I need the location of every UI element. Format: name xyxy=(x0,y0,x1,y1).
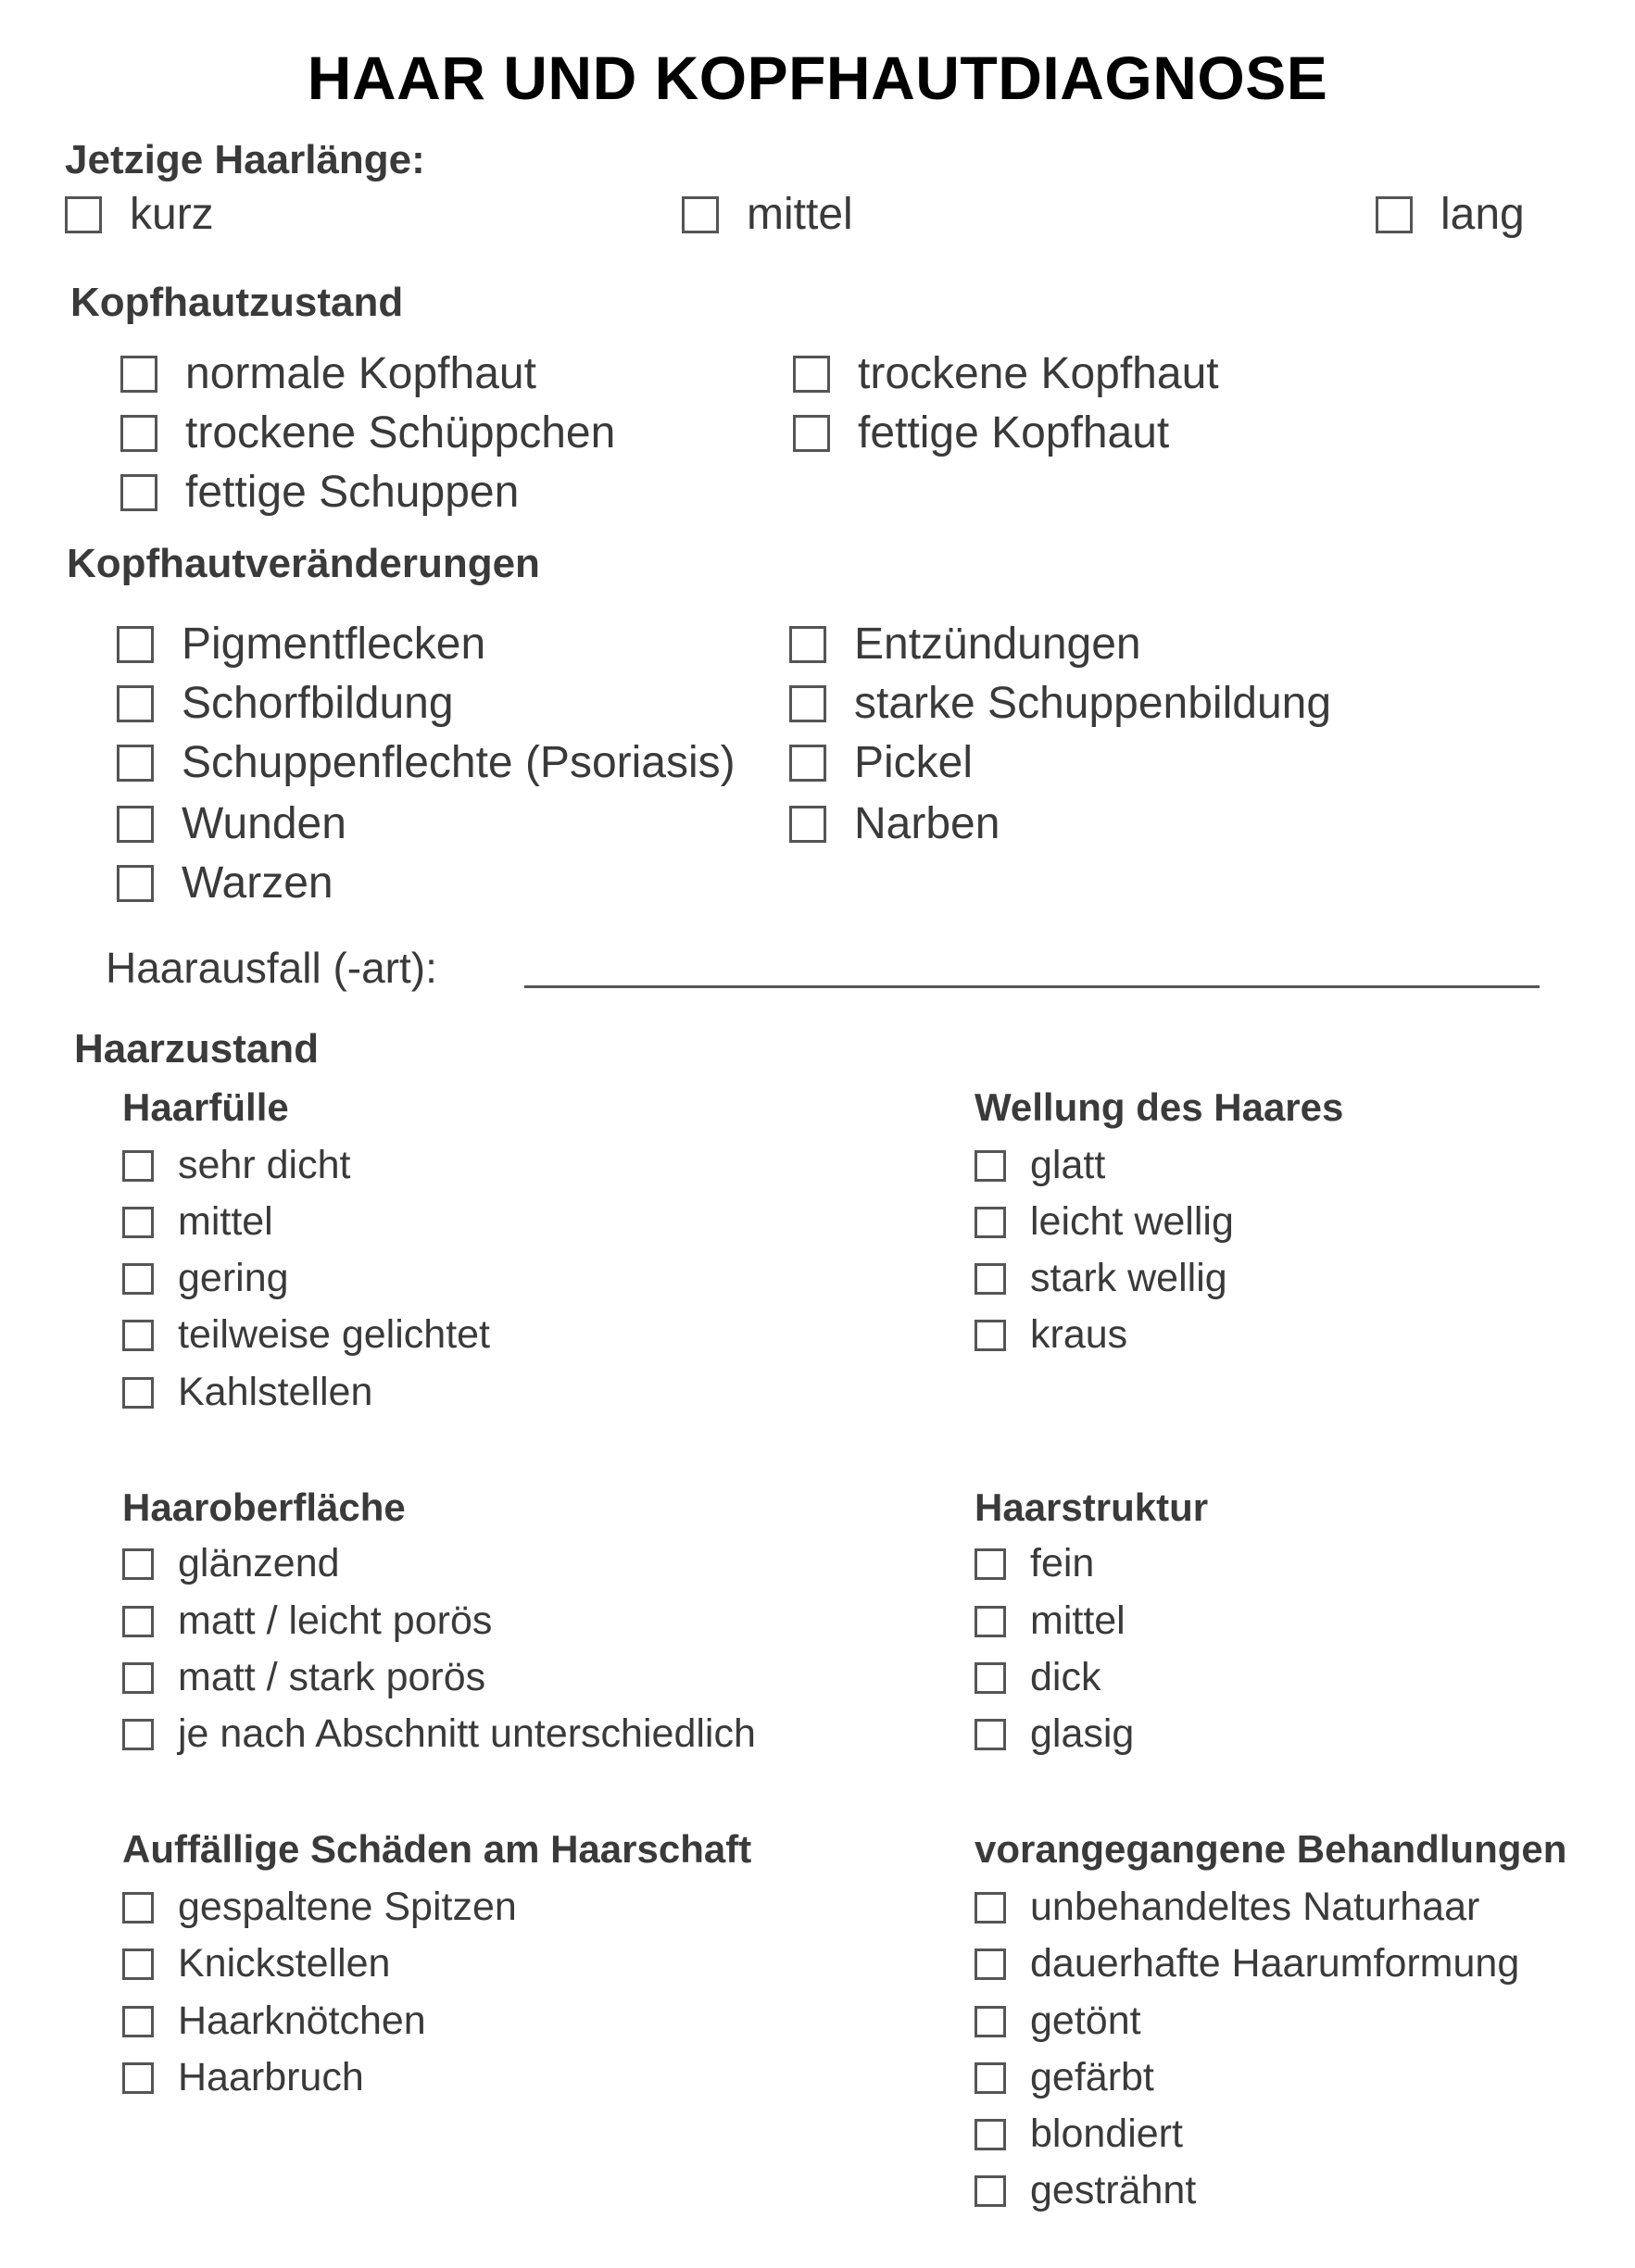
checkbox[interactable] xyxy=(789,745,826,782)
option-starke-schuppenbildung[interactable] xyxy=(789,678,1331,729)
option-label: Warzen xyxy=(182,858,333,908)
checkbox[interactable] xyxy=(122,1606,154,1637)
option-label: sehr dicht xyxy=(178,1143,351,1187)
option-label: Kahlstellen xyxy=(178,1370,373,1414)
checkbox[interactable] xyxy=(122,1150,154,1182)
checkbox[interactable] xyxy=(122,1719,154,1750)
option-label: fein xyxy=(1030,1541,1095,1585)
option-normale-kopfhaut[interactable] xyxy=(120,348,536,399)
option-je-nach-abschnitt[interactable] xyxy=(122,1711,756,1757)
checkbox[interactable] xyxy=(122,1662,154,1694)
option-unbehandeltes-naturhaar[interactable] xyxy=(975,1885,1479,1930)
option-label: Schorfbildung xyxy=(182,679,454,728)
option-label: kurz xyxy=(130,190,214,239)
checkbox[interactable] xyxy=(682,196,719,233)
option-label: stark wellig xyxy=(1030,1256,1227,1300)
sub-label-schaeden: Auffällige Schäden am Haarschaft xyxy=(122,1827,752,1871)
option-label: matt / leicht porös xyxy=(178,1598,493,1643)
option-label: normale Kopfhaut xyxy=(185,349,536,398)
option-label: gefärbt xyxy=(1030,2055,1154,2099)
option-gestraehnt[interactable] xyxy=(975,2168,1196,2213)
option-label: Wunden xyxy=(182,799,346,848)
checkbox[interactable] xyxy=(975,1320,1006,1351)
option-matt-leicht-poroes[interactable] xyxy=(122,1598,492,1644)
option-getoent[interactable] xyxy=(975,1999,1141,2044)
option-sehr-dicht[interactable] xyxy=(122,1143,350,1188)
option-label: leicht wellig xyxy=(1030,1199,1234,1244)
checkbox[interactable] xyxy=(117,865,154,902)
haarausfall-input-line[interactable] xyxy=(524,985,1540,988)
option-trockene-schueppchen[interactable] xyxy=(120,407,615,458)
checkbox[interactable] xyxy=(65,196,102,233)
checkbox[interactable] xyxy=(975,1263,1006,1295)
checkbox[interactable] xyxy=(793,356,830,393)
sub-label-haarfuelle: Haarfülle xyxy=(122,1085,289,1129)
option-haarknoetchen[interactable] xyxy=(122,1999,426,2044)
option-label: mittel xyxy=(747,190,853,239)
checkbox[interactable] xyxy=(117,745,154,782)
option-gefaerbt[interactable] xyxy=(975,2055,1154,2100)
checkbox[interactable] xyxy=(975,1150,1006,1182)
option-teilweise-gelichtet[interactable] xyxy=(122,1312,490,1358)
option-label: lang xyxy=(1440,190,1525,239)
option-label: Knickstellen xyxy=(178,1941,391,1986)
option-label: unbehandeltes Naturhaar xyxy=(1030,1885,1480,1929)
option-gespaltene-spitzen[interactable] xyxy=(122,1885,517,1930)
option-label: glatt xyxy=(1030,1143,1106,1187)
option-label: gering xyxy=(178,1256,289,1300)
option-haarlaenge-kurz[interactable] xyxy=(65,189,214,240)
option-label: trockene Kopfhaut xyxy=(858,349,1219,398)
option-gering[interactable] xyxy=(122,1256,289,1301)
section-label-kopfhautzustand: Kopfhautzustand xyxy=(70,280,404,325)
option-struktur-mittel[interactable] xyxy=(975,1598,1126,1644)
option-fettige-kopfhaut[interactable] xyxy=(793,407,1169,458)
checkbox[interactable] xyxy=(117,626,154,663)
checkbox[interactable] xyxy=(975,2062,1006,2094)
checkbox[interactable] xyxy=(122,1207,154,1238)
checkbox[interactable] xyxy=(122,1320,154,1351)
option-label: starke Schuppenbildung xyxy=(854,679,1332,728)
checkbox[interactable] xyxy=(120,356,157,393)
option-narben[interactable] xyxy=(789,798,1000,849)
section-label-kopfhautveraenderungen: Kopfhautveränderungen xyxy=(67,541,540,586)
option-label: mittel xyxy=(178,1199,273,1244)
checkbox[interactable] xyxy=(122,1377,154,1409)
checkbox[interactable] xyxy=(975,2006,1006,2037)
option-label: Entzündungen xyxy=(854,620,1141,669)
option-blondiert[interactable] xyxy=(975,2111,1183,2157)
option-label: trockene Schüppchen xyxy=(185,408,616,457)
checkbox[interactable] xyxy=(975,1606,1006,1637)
checkbox[interactable] xyxy=(122,1892,154,1923)
option-leicht-wellig[interactable] xyxy=(975,1199,1234,1245)
option-haarbruch[interactable] xyxy=(122,2055,364,2100)
option-label: kraus xyxy=(1030,1312,1128,1357)
option-label: glasig xyxy=(1030,1711,1135,1756)
option-fein[interactable] xyxy=(975,1541,1094,1586)
checkbox[interactable] xyxy=(975,1948,1006,1980)
checkbox[interactable] xyxy=(789,626,826,663)
option-label: gesträhnt xyxy=(1030,2168,1197,2212)
sub-label-haaroberflaeche: Haaroberfläche xyxy=(122,1485,406,1529)
checkbox[interactable] xyxy=(975,1207,1006,1238)
option-fettige-schuppen[interactable] xyxy=(120,467,519,518)
option-label: gespaltene Spitzen xyxy=(178,1885,517,1929)
option-label: glänzend xyxy=(178,1541,340,1585)
option-label: Pickel xyxy=(854,738,974,787)
checkbox[interactable] xyxy=(122,1263,154,1295)
option-entzuendungen[interactable] xyxy=(789,619,1141,670)
option-label: dick xyxy=(1030,1655,1101,1699)
checkbox[interactable] xyxy=(975,2175,1006,2207)
checkbox[interactable] xyxy=(975,1719,1006,1750)
option-label: je nach Abschnitt unterschiedlich xyxy=(178,1711,756,1756)
section-label-haarlaenge: Jetzige Haarlänge: xyxy=(65,137,425,182)
sub-label-behandlungen: vorangegangene Behandlungen xyxy=(975,1827,1567,1871)
option-schuppenflechte[interactable] xyxy=(117,737,736,788)
option-warzen[interactable] xyxy=(117,858,333,908)
checkbox[interactable] xyxy=(789,685,826,722)
option-dick[interactable] xyxy=(975,1655,1100,1700)
option-label: blondiert xyxy=(1030,2111,1183,2156)
checkbox[interactable] xyxy=(975,1892,1006,1923)
checkbox[interactable] xyxy=(122,2062,154,2094)
option-kraus[interactable] xyxy=(975,1312,1127,1358)
option-stark-wellig[interactable] xyxy=(975,1256,1227,1301)
option-haarlaenge-lang[interactable] xyxy=(1376,189,1525,240)
option-pickel[interactable] xyxy=(789,737,973,788)
sub-label-haarstruktur: Haarstruktur xyxy=(975,1485,1209,1529)
option-haarlaenge-mittel[interactable] xyxy=(682,189,853,240)
option-label: fettige Schuppen xyxy=(185,468,520,517)
checkbox[interactable] xyxy=(1376,196,1413,233)
option-label: mittel xyxy=(1030,1598,1126,1643)
option-knickstellen[interactable] xyxy=(122,1941,390,1986)
option-wunden[interactable] xyxy=(117,798,346,849)
checkbox[interactable] xyxy=(122,1548,154,1580)
option-label: matt / stark porös xyxy=(178,1655,486,1699)
haarausfall-label: Haarausfall (-art): xyxy=(106,944,437,992)
option-label: Haarknötchen xyxy=(178,1999,426,2043)
checkbox[interactable] xyxy=(789,806,826,843)
checkbox[interactable] xyxy=(120,474,157,511)
option-label: Pigmentflecken xyxy=(182,620,486,669)
option-label: dauerhafte Haarumformung xyxy=(1030,1941,1520,1986)
option-schorfbildung[interactable] xyxy=(117,678,454,729)
option-label: fettige Kopfhaut xyxy=(858,408,1170,457)
checkbox[interactable] xyxy=(122,2006,154,2037)
checkbox[interactable] xyxy=(117,806,154,843)
option-kahlstellen[interactable] xyxy=(122,1370,372,1415)
option-label: Haarbruch xyxy=(178,2055,364,2099)
checkbox[interactable] xyxy=(122,1948,154,1980)
option-fuelle-mittel[interactable] xyxy=(122,1199,273,1245)
option-label: Schuppenflechte (Psoriasis) xyxy=(182,738,736,787)
option-glasig[interactable] xyxy=(975,1711,1134,1757)
checkbox[interactable] xyxy=(120,415,157,452)
checkbox[interactable] xyxy=(793,415,830,452)
checkbox[interactable] xyxy=(975,2119,1006,2150)
option-label: getönt xyxy=(1030,1999,1141,2043)
page-title: HAAR UND KOPFHAUTDIAGNOSE xyxy=(307,44,1328,112)
option-trockene-kopfhaut[interactable] xyxy=(793,348,1219,399)
option-matt-stark-poroes[interactable] xyxy=(122,1655,485,1700)
sub-label-wellung: Wellung des Haares xyxy=(975,1085,1344,1129)
checkbox[interactable] xyxy=(975,1662,1006,1694)
option-label: teilweise gelichtet xyxy=(178,1312,491,1357)
option-glaenzend[interactable] xyxy=(122,1541,340,1586)
option-label: Narben xyxy=(854,799,1000,848)
checkbox[interactable] xyxy=(117,685,154,722)
option-pigmentflecken[interactable] xyxy=(117,619,485,670)
option-dauerhafte-haarumformung[interactable] xyxy=(975,1941,1519,1986)
section-label-haarzustand: Haarzustand xyxy=(74,1026,320,1071)
checkbox[interactable] xyxy=(975,1548,1006,1580)
option-glatt[interactable] xyxy=(975,1143,1105,1188)
